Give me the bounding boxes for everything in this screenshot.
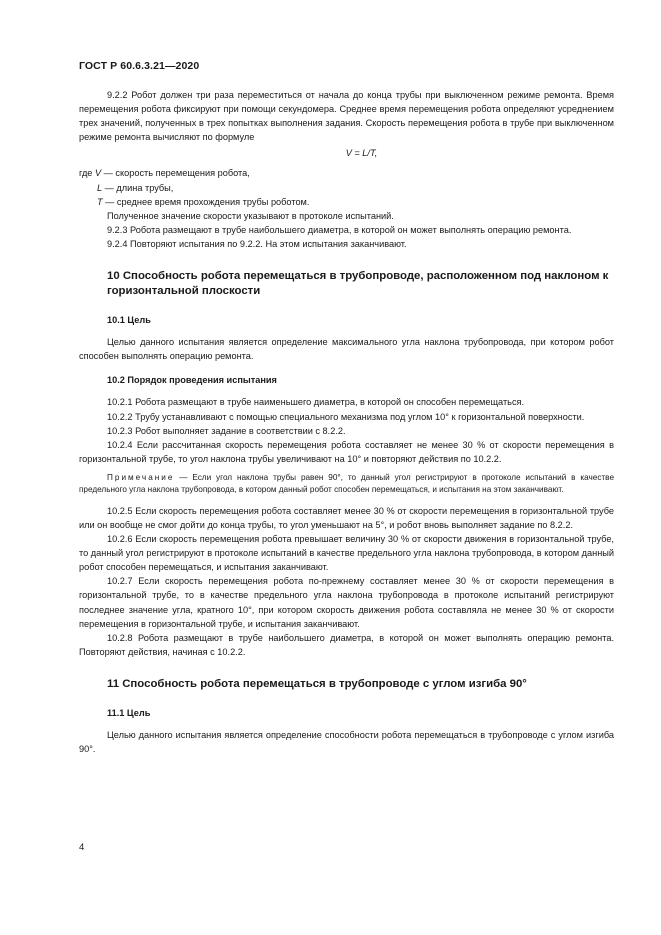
paragraph-9-2-4: 9.2.4 Повторяют испытания по 9.2.2. На этом испытания заканчивают. bbox=[107, 238, 407, 249]
legend-l-desc: — длина трубы, bbox=[102, 182, 174, 193]
paragraph-10-2-7: 10.2.7 Если скорость перемещения робота по-прежнему составляет менее 30 % от скорости перемещения в горизонтальной трубе, то в качестве предельного угла наклона трубопровода в протоколе испытаний регистрируют последнее значение угла, кратного 10°, при котором скорость движения робота составляла не менее 30 % от скорости перемещения в горизонтальной трубе, и испытания заканчивают. bbox=[79, 576, 614, 629]
section-11-title: 11 Способность робота перемещаться в трубопроводе с углом изгиба 90° bbox=[107, 677, 527, 690]
legend-v bbox=[79, 166, 614, 180]
where-prefix: где bbox=[79, 168, 95, 179]
paragraph-9-2-2: 9.2.2 Робот должен три раза переместиться от начала до конца трубы при выключенном режиме ремонта. Время перемещения робота фиксируют при помощи секундомера. Среднее время перемещения робота определяют усреднением трех значений, полученных в трех попытках выполнения задания. Скорость перемещения робота в трубе при выключенном режиме ремонта вычисляют по формуле bbox=[79, 90, 614, 143]
symbol-v: V bbox=[94, 168, 102, 179]
legend-t-desc: — среднее время прохождения трубы роботом. bbox=[102, 196, 310, 207]
paragraph-10-1: Целью данного испытания является определение максимального угла наклона трубопровода, при котором робот способен выполнять операцию ремонта. bbox=[79, 337, 614, 362]
legend-v-desc: — скорость перемещения робота, bbox=[101, 168, 250, 179]
symbol-l: L bbox=[97, 182, 103, 193]
heading-10-2: 10.2 Порядок проведения испытания bbox=[107, 375, 277, 386]
legend-t bbox=[79, 195, 614, 209]
paragraph-9-2-3: 9.2.3 Робота размещают в трубе наибольшего диаметра, в которой он может выполнять операцию ремонта. bbox=[107, 224, 572, 235]
speed-formula: V = L/T, bbox=[345, 148, 378, 159]
paragraph-10-2-8: 10.2.8 Робота размещают в трубе наибольшего диаметра, в которой он может выполнять операцию ремонта. Повторяют действия, начиная с 10.2.2. bbox=[79, 632, 614, 657]
paragraph-10-2-5: 10.2.5 Если скорость перемещения робота составляет менее 30 % от скорости перемещения в горизонтальной трубе или он вообще не смог дойти до конца трубы, то угол уменьшают на 5°, и робот вновь выполняет задание по 8.2.2. bbox=[79, 505, 614, 530]
section-10-title: 10 Способность робота перемещаться в трубопроводе, расположенном под наклоном к горизонтальной плоскости bbox=[107, 270, 609, 298]
note-text: — Если угол наклона трубы равен 90°, то данный угол регистрируют в протоколе испытаний в качестве предельного угла наклона трубопровода, в котором данный робот способен перемещаться, и испытания на этом заканчивают. bbox=[79, 472, 614, 494]
heading-11-1: 11.1 Цель bbox=[107, 707, 151, 718]
page-number: 4 bbox=[79, 842, 85, 853]
paragraph-10-2-6: 10.2.6 Если скорость перемещения робота превышает величину 30 % от скорости движения в горизонтальной трубе, то данный угол регистрируют в протоколе испытаний в качестве предельного угла наклона трубопровода, в котором данный робот способен перемещаться, и испытания заканчивают. bbox=[79, 534, 614, 573]
paragraph-10-2-1: 10.2.1 Робота размещают в трубе наименьшего диаметра, в которой он способен перемещаться. bbox=[107, 397, 525, 408]
paragraph-11-1: Целью данного испытания является определение способности робота перемещаться в трубопроводе с углом изгиба 90°. bbox=[79, 730, 614, 755]
note bbox=[79, 472, 614, 496]
paragraph-10-2-2: 10.2.2 Трубу устанавливают с помощью специального механизма под углом 10° к горизонтальной поверхности. bbox=[107, 411, 585, 422]
note-label: Примечание bbox=[107, 472, 175, 482]
document-body bbox=[79, 88, 614, 756]
paragraph-10-2-4: 10.2.4 Если рассчитанная скорость перемещения робота составляет не менее 30 % от скорости перемещения в горизонтальной трубе, то угол наклона трубы увеличивают на 10° и повторяют действия по 10.2.2. bbox=[79, 439, 614, 464]
legend-l bbox=[79, 181, 614, 195]
heading-10-1: 10.1 Цель bbox=[107, 315, 151, 326]
paragraph-10-2-3: 10.2.3 Робот выполняет задание в соответствии с 8.2.2. bbox=[107, 425, 346, 436]
paragraph-result: Полученное значение скорости указывают в протоколе испытаний. bbox=[107, 210, 394, 221]
symbol-t: T bbox=[97, 196, 103, 207]
standard-code-header: ГОСТ Р 60.6.3.21—2020 bbox=[79, 60, 200, 72]
